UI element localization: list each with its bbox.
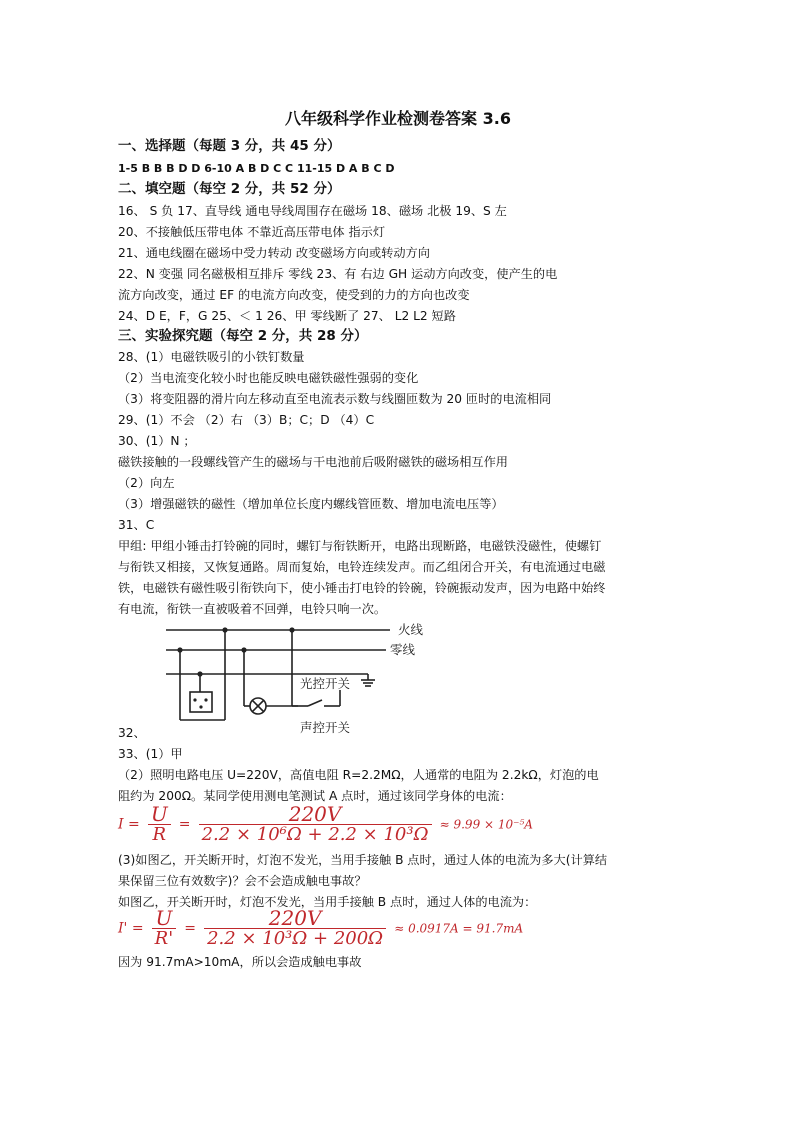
neutral-wire-label: 零线 (390, 642, 416, 657)
formula1-fraction-ur (148, 804, 171, 845)
answer-33-3-question-2: 果保留三位有效数字)？会不会造成触电事故？ (118, 874, 367, 888)
formula1-eq: = (178, 816, 191, 833)
formula2-den2: 2.2 × 10³Ω + 200Ω (207, 928, 384, 949)
answer-30-3: （3）增强磁铁的磁性（增加单位长度内螺线管匝数、增加电流电压等） (118, 497, 504, 511)
section-heading-fill: 二、填空题（每空 2 分，共 52 分） (118, 181, 341, 197)
section-heading-choice: 一、选择题（每题 3 分，共 45 分） (118, 138, 341, 154)
formula1-den2: 2.2 × 10⁶Ω + 2.2 × 10³Ω (201, 824, 429, 845)
sound-switch-label: 声控开关 (300, 720, 351, 735)
answer-22-23: 22、N 变强 同名磁极相互排斥 零线 23、有 右边 GH 运动方向改变，使产生的电 (118, 267, 558, 281)
answer-28-2: （2）当电流变化较小时也能反映电磁铁磁性强弱的变化 (118, 371, 419, 385)
formula2-num2: 220V (204, 908, 386, 929)
answer-28-1: 28、(1）电磁铁吸引的小铁钉数量 (118, 350, 305, 364)
answer-33-3-conclusion: 因为 91.7mA>10mA，所以会造成触电事故 (118, 955, 362, 969)
section-heading-experiment: 三、实验探究题（每空 2 分，共 28 分） (118, 328, 368, 344)
answer-20: 20、不接触低压带电体 不靠近高压带电体 指示灯 (118, 225, 386, 239)
answer-31-explanation-4: 有电流，衔铁一直被吸着不回弹，电铃只响一次。 (118, 602, 387, 616)
answer-31: 31、C (118, 518, 155, 532)
socket (190, 692, 212, 712)
formula2-lhs: I' = (118, 920, 144, 937)
live-wire-label: 火线 (398, 622, 424, 637)
formula2-fraction-ur (152, 908, 177, 949)
switch-blade (308, 700, 322, 706)
answer-33-3-setup: 如图乙，开关断开时，灯泡不发光，当用手接触 B 点时，通过人体的电流为： (118, 895, 537, 909)
light-switch-label: 光控开关 (300, 676, 351, 691)
formula-current-b (118, 908, 523, 949)
formula2-den: R' (154, 928, 174, 949)
answer-33-1: 33、(1）甲 (118, 747, 183, 761)
formula1-den: R (152, 824, 167, 845)
answer-30-2: （2）向左 (118, 476, 175, 490)
answer-33-2-question: 阻约为 200Ω。某同学使用测电笔测试 A 点时，通过该同学身体的电流： (118, 789, 512, 803)
page-title: 八年级科学作业检测卷答案 3.6 (285, 109, 511, 128)
formula2-num: U (152, 908, 177, 929)
formula1-num: U (148, 804, 171, 825)
answer-29: 29、(1）不会 （2）右 （3）B；C；D （4）C (118, 413, 375, 427)
answer-30-1-explanation: 磁铁接触的一段螺线管产生的磁场与干电池前后吸附磁铁的磁场相互作用 (118, 455, 508, 469)
answer-24-27: 24、D E，F，G 25、＜ 1 26、甲 零线断了 27、 L2 L2 短路 (118, 309, 456, 323)
answer-31-explanation-2: 与衔铁又相接，又恢复通路。周而复始，电铃连续发声。而乙组闭合开关，有电流通过电磁 (118, 560, 606, 574)
answer-31-explanation-3: 铁，电磁铁有磁性吸引衔铁向下，使小锤击打电铃的铃碗，铃碗振动发声，因为电路中始终 (118, 581, 606, 595)
answer-23-continued: 流方向改变，通过 EF 的电流方向改变，使受到的力的方向也改变 (118, 288, 470, 302)
answer-16-19: 16、 S 负 17、直导线 通电导线周围存在磁场 18、磁场 北极 19、S 左 (118, 204, 507, 218)
choice-answers: 1-5 B B B D D 6-10 A B D C C 11-15 D A B C D (118, 162, 395, 175)
circuit-diagram (158, 620, 438, 740)
formula1-result: ≈ 9.99 × 10⁻⁵A (439, 817, 533, 832)
formula1-fraction-values (199, 804, 432, 845)
answer-21: 21、通电线圈在磁场中受力转动 改变磁场方向或转动方向 (118, 246, 430, 260)
formula1-num2: 220V (199, 804, 432, 825)
answer-33-3-question-1: (3)如图乙，开关断开时，灯泡不发光，当用手接触 B 点时，通过人体的电流为多大(计算结 (118, 853, 608, 867)
formula2-result: ≈ 0.0917A = 91.7mA (394, 921, 524, 936)
formula1-lhs: I = (118, 816, 140, 833)
answer-33-2-given: （2）照明电路电压 U=220V，高值电阻 R=2.2MΩ，人通常的电阻为 2.2kΩ，灯泡的电 (118, 768, 599, 782)
answer-28-3: （3）将变阻器的滑片向左移动直至电流表示数与线圈匝数为 20 匝时的电流相同 (118, 392, 552, 406)
formula-current-a (118, 804, 533, 845)
formula2-fraction-values (204, 908, 386, 949)
answer-32: 32、 (118, 726, 146, 740)
answer-30-1: 30、(1）N ； (118, 434, 196, 448)
answer-31-explanation-1: 甲组: 甲组小锤击打铃碗的同时，螺钉与衔铁断开，电路出现断路，电磁铁没磁性，使螺钉 (118, 539, 602, 553)
formula2-eq: = (184, 920, 196, 937)
